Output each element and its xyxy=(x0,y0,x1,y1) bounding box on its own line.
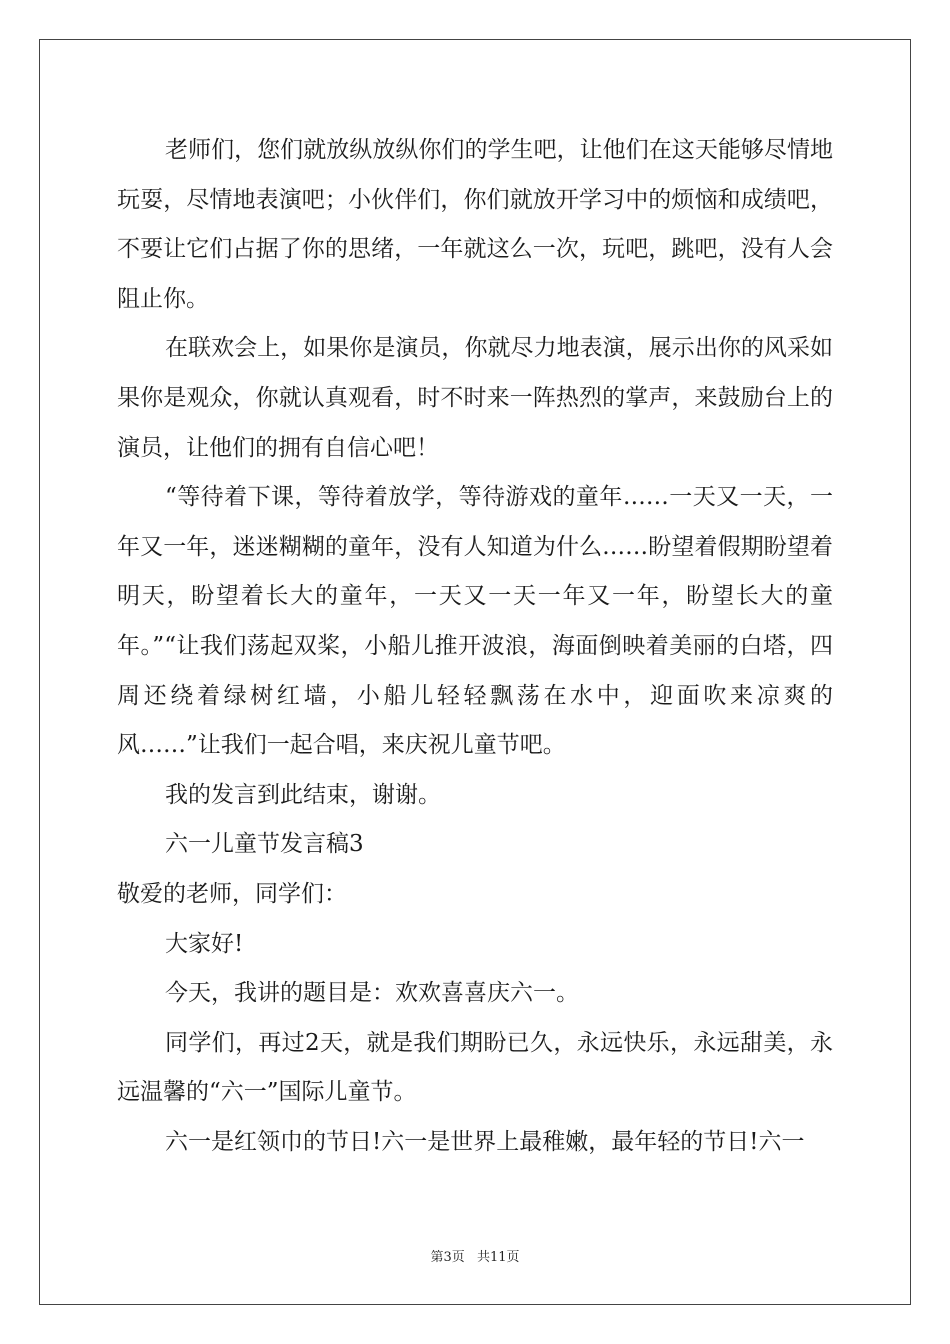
page-total: 共11页 xyxy=(476,1250,520,1265)
paragraph-1: 老师们，您们就放纵放纵你们的学生吧，让他们在这天能够尽情地玩耍，尽情地表演吧；小伙伴们，你们就放开学习中的烦恼和成绩吧，不要让它们占据了你的思绪，一年就这么一次，玩吧，跳吧，没有人会阻止你。 xyxy=(117,137,833,312)
paragraph-3: “等待着下课，等待着放学，等待游戏的童年……一天又一天，一年又一年，迷迷糊糊的童年，没有人知道为什么……盼望着假期盼望着明天，盼望着长大的童年，一天又一天一年又一年，盼望长大的童年。”“让我们荡起双桨，小船儿推开波浪，海面倒映着美丽的白塔，四周还绕着绿树红墙，小船儿轻轻飘荡在水中，迎面吹来凉爽的风……”让我们一起合唱，来庆祝儿童节吧。 xyxy=(117,484,833,759)
page-footer xyxy=(0,1246,950,1265)
paragraph-topic: 今天，我讲的题目是：欢欢喜喜庆六一。 xyxy=(165,980,579,1007)
paragraph-6: 六一是红领巾的节日!六一是世界上最稚嫩，最年轻的节日!六一 xyxy=(165,1128,805,1155)
paragraph-2: 在联欢会上，如果你是演员，你就尽力地表演，展示出你的风采如果你是观众，你就认真观看，时不时来一阵热烈的掌声，来鼓励台上的演员，让他们的拥有自信心吧！ xyxy=(117,335,833,461)
paragraph-4: 我的发言到此结束，谢谢。 xyxy=(165,781,441,808)
paragraph-5: 同学们，再过2天，就是我们期盼已久，永远快乐，永远甜美，永远温馨的“六一”国际儿童节。 xyxy=(117,1029,833,1106)
section-heading: 六一儿童节发言稿3 xyxy=(165,831,364,858)
document-body xyxy=(117,126,833,1167)
page-number: 第3页 xyxy=(430,1250,465,1265)
salutation: 敬爱的老师，同学们： xyxy=(117,880,347,907)
greeting: 大家好! xyxy=(165,930,244,957)
